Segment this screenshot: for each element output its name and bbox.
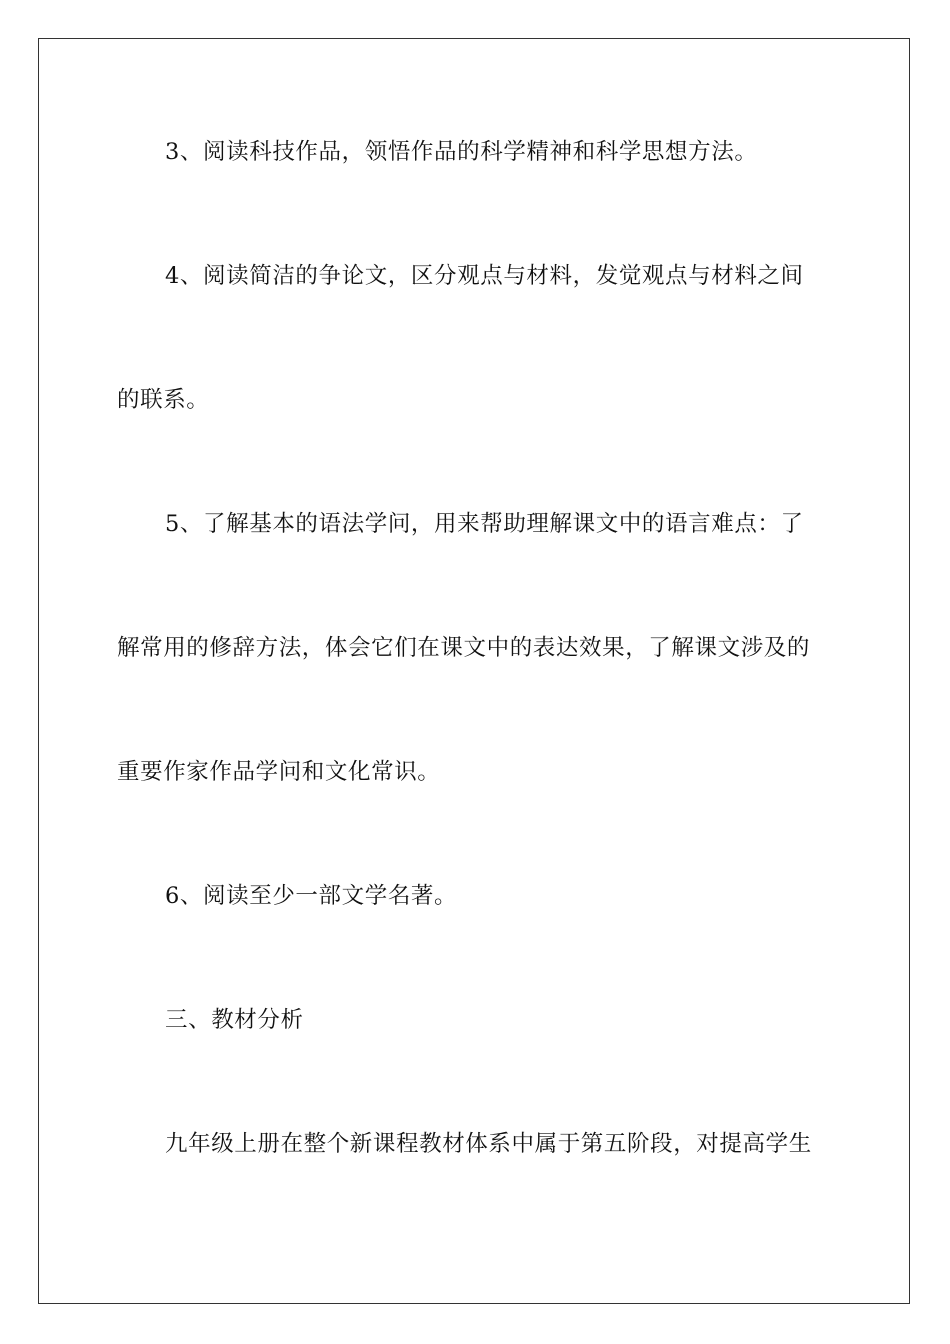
paragraph-item-6: 6、阅读至少一部文学名著。	[165, 883, 458, 909]
paragraph-item-5: 5、了解基本的语法学问，用来帮助理解课文中的语言难点：了	[165, 511, 804, 537]
paragraph-textbook-analysis: 九年级上册在整个新课程教材体系中属于第五阶段，对提高学生	[165, 1131, 812, 1157]
section-heading-textbook-analysis: 三、教材分析	[165, 1007, 304, 1033]
paragraph-item-4-continued: 的联系。	[117, 387, 210, 413]
paragraph-item-5-end: 重要作家作品学问和文化常识。	[117, 759, 441, 785]
page-border	[38, 38, 910, 1304]
paragraph-item-3: 3、阅读科技作品，领悟作品的科学精神和科学思想方法。	[165, 139, 758, 165]
paragraph-item-5-continued: 解常用的修辞方法，体会它们在课文中的表达效果，了解课文涉及的	[117, 635, 811, 661]
paragraph-item-4: 4、阅读简洁的争论文，区分观点与材料，发觉观点与材料之间	[165, 263, 804, 289]
